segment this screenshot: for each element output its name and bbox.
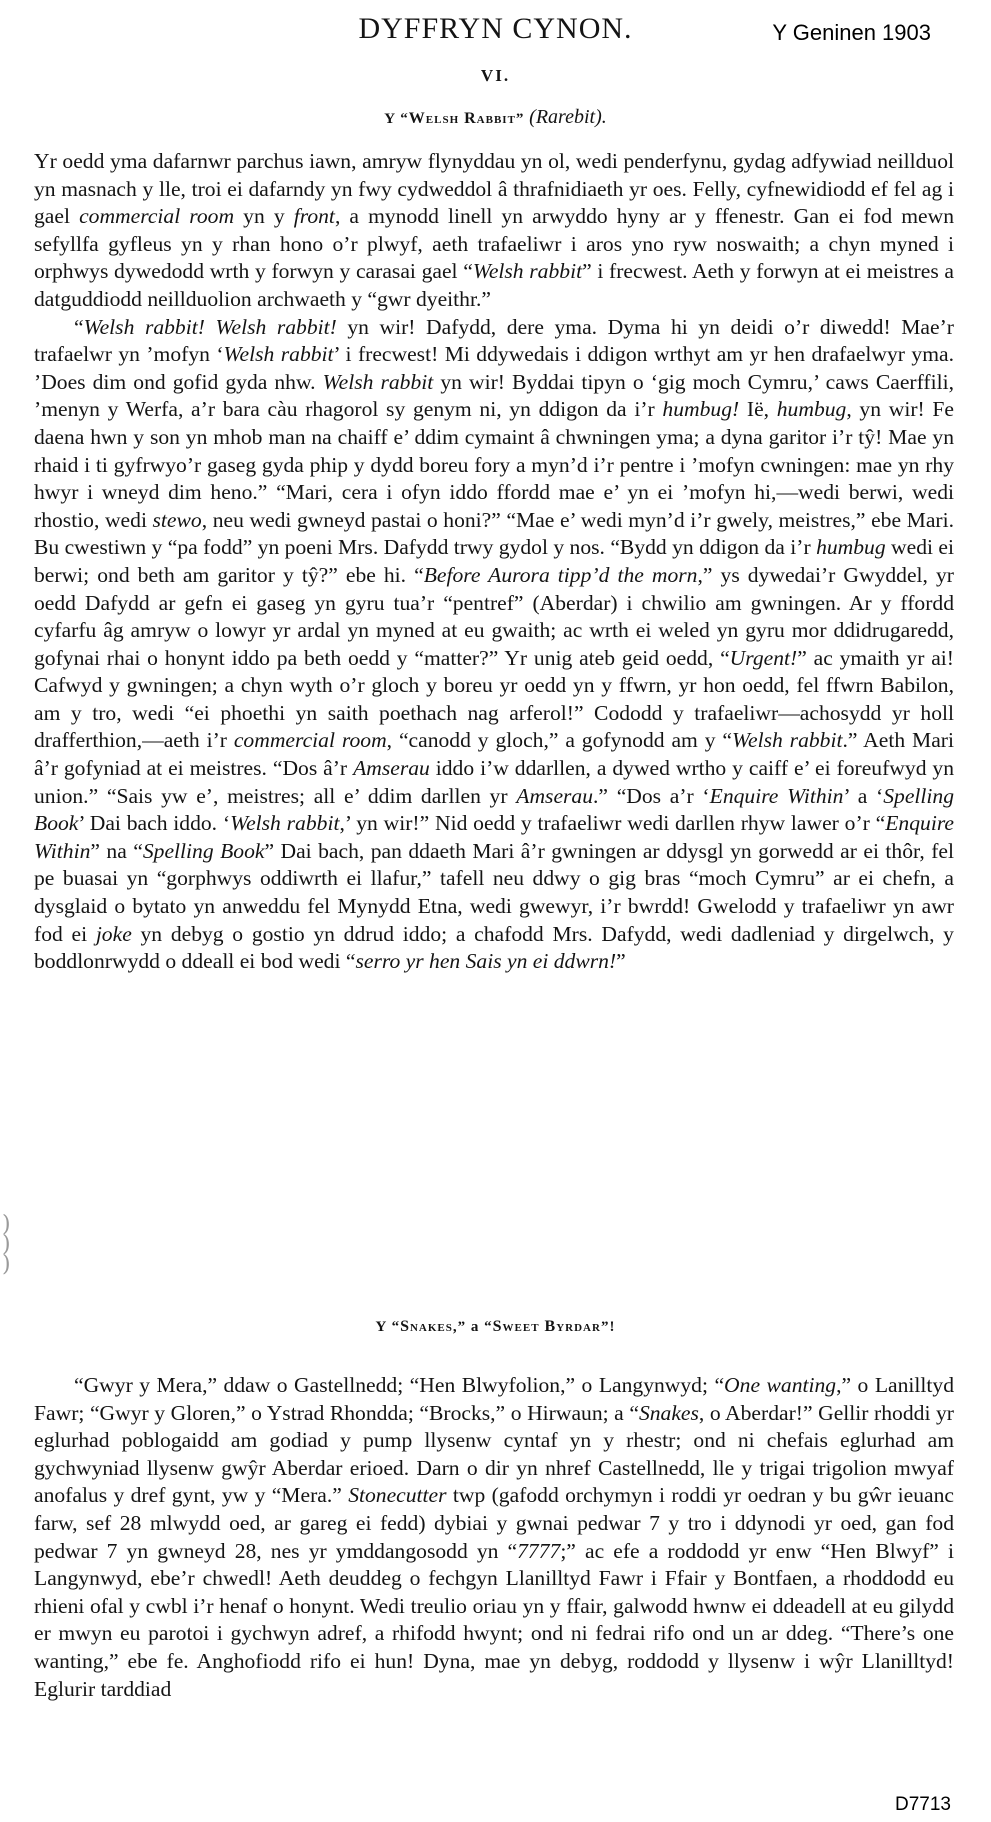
text-run: ” i frecwest. Aeth y forwyn at ei meistres a datguddiodd neillduolion archwaeth y “gwr dyeithr.”	[34, 259, 954, 311]
text-run: ”	[616, 949, 626, 974]
text-run: ” ac ymaith yr ai! Cafwyd y gwningen; a chyn wyth o’r gloch y boreu yr oedd yn y ffwrn, yr hon oedd, fel ffwrn Babilon, am y tro, wedi “ei phoethi yn saith poethach nag arferol!” Cododd y trafaeliwr—achosydd yr holl drafferthion,—aeth i’r	[34, 645, 954, 753]
italic-run: Welsh rabbit! Welsh rabbit!	[83, 314, 337, 339]
section-2-body	[34, 1372, 954, 1703]
text-run: ” Dai bach, pan ddaeth Mari â’r gwningen ar ddysgl yn gorwedd ar ei thôr, fel pe buasai yn “gorphwys oddiwrth ei llafur,” tafell neu ddwy o gig bras “moch Cymru” ar ei chefn, a dysglaid o bytato yn anweddu fel Mynydd Etna, wedi gwewyr, i’r bwrdd! Gwelodd y trafaeliwr yn awr fod ei	[34, 838, 954, 946]
text-run: ,’ yn wir!” Nid oedd y trafaeliwr wedi darllen rhyw lawer o’r “	[339, 811, 886, 836]
text-run: yn wir! Byddai tipyn o ‘gig moch Cymru,’ caws Caerffili, ’menyn y Werfa, a’r bara càu rhagorol sy genym ni, yn ddigon da i’r	[34, 369, 954, 422]
italic-run: humbug	[776, 397, 847, 422]
text-run: twp (gafodd orchymyn i roddi yr oedran y bu gŵr ieuanc farw, sef 28 mlwydd oed, ar gareg ei fedd) dybiai y gwnai pedwar 7 y tro i ddynodi yr oed, gan fod pedwar 7 yn gwneyd 28, nes yr ymddangosodd yn “	[34, 1483, 954, 1563]
italic-run: front	[293, 204, 335, 229]
text-run: .” “Dos a’r ‘	[593, 783, 710, 808]
chapter-number: VI.	[480, 66, 511, 85]
text-run: .” Aeth Mari â’r gofyniad at ei meistres. “Dos â’r	[34, 728, 955, 781]
italic-run: Spelling Book	[142, 838, 265, 863]
italic-run: Stonecutter	[348, 1483, 447, 1508]
heading-prefix: Y “	[384, 111, 409, 127]
italic-run: Amserau	[516, 783, 594, 808]
italic-run: Urgent!	[729, 645, 798, 670]
heading-suffix: ”	[515, 111, 525, 127]
handwritten-annotation: (Rarebit).	[529, 106, 607, 128]
italic-run: Welsh rabbit	[223, 342, 334, 367]
text-run: Ië,	[739, 397, 777, 422]
text-run: wedi ei berwi; ond beth am garitor y tŷ?” ebe hi. “	[34, 535, 955, 587]
italic-run: humbug!	[662, 397, 740, 422]
text-run: iddo i’w ddarllen, a dywed wrtho y caiff e’ ei foreufwyd yn union.” “Sais yw e’, meistres; all e’ ddim darllen yr	[34, 756, 955, 808]
italic-run: Welsh rabbit	[472, 259, 583, 284]
text-run: ’ a ‘	[843, 783, 884, 808]
text-run: ’ Dai bach iddo. ‘	[78, 811, 231, 836]
text-run: ” na “	[90, 838, 143, 863]
italic-run: serro yr hen Sais yn ei ddwrn!	[355, 949, 617, 974]
heading-main: Welsh Rabbit	[408, 110, 516, 127]
paragraph	[34, 148, 954, 314]
section-heading-snakes	[0, 1318, 991, 1336]
italic-run: Amserau	[353, 756, 430, 781]
italic-run: 7777	[517, 1538, 561, 1563]
italic-run: joke	[95, 921, 132, 946]
heading-prefix: Y “	[375, 1319, 401, 1335]
text-run: Yr oedd yma dafarnwr parchus iawn, amryw flynyddau yn ol, wedi penderfynu, gydag adfywiad neillduol yn masnach y lle, troi ei dafarndy yn fwy cydweddol â thrafnidiaeth yr oes. Felly, cyfnewidiodd ef fel ag i gael	[34, 149, 954, 229]
heading-middle: ,” a “	[452, 1319, 493, 1335]
text-run: , neu wedi gwneyd pastai o honi?” “Mae e’ wedi myn’d i’r gwely, meistres,” ebe Mari. Bu cwestiwn y “pa fodd” yn poeni Mrs. Dafydd trwy gydol y nos. “Bydd yn ddigon da i’r	[34, 507, 955, 560]
text-run: ’ i frecwest! Mi ddywedais i ddigon wrthyt am yr hen drafaelwyr yma. ’Does dim ond gofid gyda nhw.	[34, 342, 954, 394]
text-run: yn debyg o gostio yn ddrud iddo; a chafodd Mrs. Dafydd, wedi dadleniad y dirgelwch, y boddlonrwydd o ddeall ei bod wedi “	[34, 921, 954, 974]
margin-pencil-mark: ) ) )	[2, 1212, 11, 1277]
italic-run: commercial room	[79, 204, 235, 229]
heading-word-snakes: Snakes	[400, 1318, 453, 1335]
page-title: DYFFRYN CYNON.	[358, 12, 633, 45]
italic-run: stewo	[152, 507, 202, 532]
text-run: , “canodd y gloch,” a gofynodd am y “	[386, 728, 732, 753]
italic-run: Enquire Within	[34, 811, 955, 863]
text-run: yn wir! Dafydd, dere yma. Dyma hi yn deidi o’r diwedd! Mae’r trafaelwr yn ’mofyn ‘	[34, 314, 954, 367]
text-run: yn y	[234, 204, 294, 229]
italic-run: Snakes	[638, 1400, 699, 1425]
italic-run: Enquire Within	[709, 783, 844, 808]
source-note: Y Geninen 1903	[772, 20, 931, 45]
paragraph	[34, 1372, 954, 1703]
reference-code: D7713	[895, 1794, 951, 1815]
italic-run: Before Aurora tipp’d the morn	[423, 562, 698, 587]
italic-run: One wanting	[724, 1373, 837, 1397]
heading-suffix: ”!	[600, 1319, 616, 1335]
section-heading-welsh-rabbit	[0, 106, 991, 129]
italic-run: Welsh rabbit	[322, 369, 434, 394]
italic-run: Welsh rabbit	[732, 728, 843, 753]
italic-run: commercial room	[233, 728, 387, 753]
italic-run: Welsh rabbit	[230, 811, 340, 836]
text-run: , o Aberdar!” Gellir rhoddi yr eglurhad poblogaidd am godiad y pump llysenw cyntaf yn y rhestr; ond ni chefais eglurhad am gychwyniad llysenw gwŷr Aberdar erioed. Darn o dir yn nhref Castellnedd, lle y trigai trigolion mwyaf anofalus y dref gynt, yw y “Mera.”	[34, 1400, 954, 1508]
text-run: ,” o Lanilltyd Fawr; “Gwyr y Gloren,” o Ystrad Rhondda; “Brocks,” o Hirwaun; a “	[34, 1373, 954, 1425]
paragraph	[34, 314, 954, 976]
section-1-body	[34, 148, 954, 976]
text-run: “Gwyr y Mera,” ddaw o Gastellnedd; “Hen Blwyfolion,” o Langynwyd; “	[74, 1373, 725, 1397]
italic-run: Spelling Book	[34, 783, 954, 836]
text-run: ;” ac efe a roddodd yr enw “Hen Blwyf” i Langynwyd, ebe’r chwedl! Aeth deuddeg o fechgyn Llanilltyd Fawr i Ffair y Bontfaen, a rhoddodd eu rhieni ofal y cwbl i’r henaf o honynt. Wedi treulio oriau yn y ffair, galwodd hwnw ei ddeadell at eu gilydd er mwyn eu parotoi i gychwyn adref, a rhifodd hwynt; ond ni fedrai rifo ond un ar ddeg. “There’s one wanting,” ebe fe. Anghofiodd rifo ei hun! Dyna, mae yn debyg, roddodd y llysenw i wŷr Llanilltyd! Eglurir tarddiad	[34, 1538, 954, 1701]
text-run: “	[74, 314, 84, 339]
text-run: , a mynodd linell yn arwyddo hyny ar y ffenestr. Gan ei fod mewn sefyllfa gyfleus yn y rhan hono o’r plwyf, aeth trafaeliwr i aros yno ryw noswaith; a chyn myned i orphwys dywedodd wrth y forwyn y carasai gael “	[34, 204, 954, 284]
italic-run: humbug	[816, 535, 886, 560]
text-run: , yn wir! Fe daena hwn y son yn mhob man na chaiff e’ ddim cymaint â chwningen yma; a dyna garitor i’r tŷ! Mae yn rhaid i ti gyfrwyo’r gaseg gyda phip y dydd boreu fory a myn’d i’r pentre i ’mofyn cwningen: mae yn rhy hwyr i wneyd dim heno.” “Mari, cera i ofyn iddo ffordd mae e’ yn ei ’mofyn hi,—wedi berwi, wedi rhostio, wedi	[34, 397, 954, 532]
heading-word-sweet-byrdar: Sweet Byrdar	[492, 1318, 601, 1335]
text-run: ,” ys dywedai’r Gwyddel, yr oedd Dafydd ar gefn ei gaseg yn gyru tua’r “pentref” (Aberdar) i chwilio am gwningen. Ar y ffordd cyfarfu âg amryw o lowyr yr ardal yn myned at eu gwaith; ac wrth ei weled yn gyru mor ddidrugaredd, gofynai rhai o honynt iddo pa beth oedd y “matter?” Yr unig ateb geid oedd, “	[34, 562, 954, 670]
